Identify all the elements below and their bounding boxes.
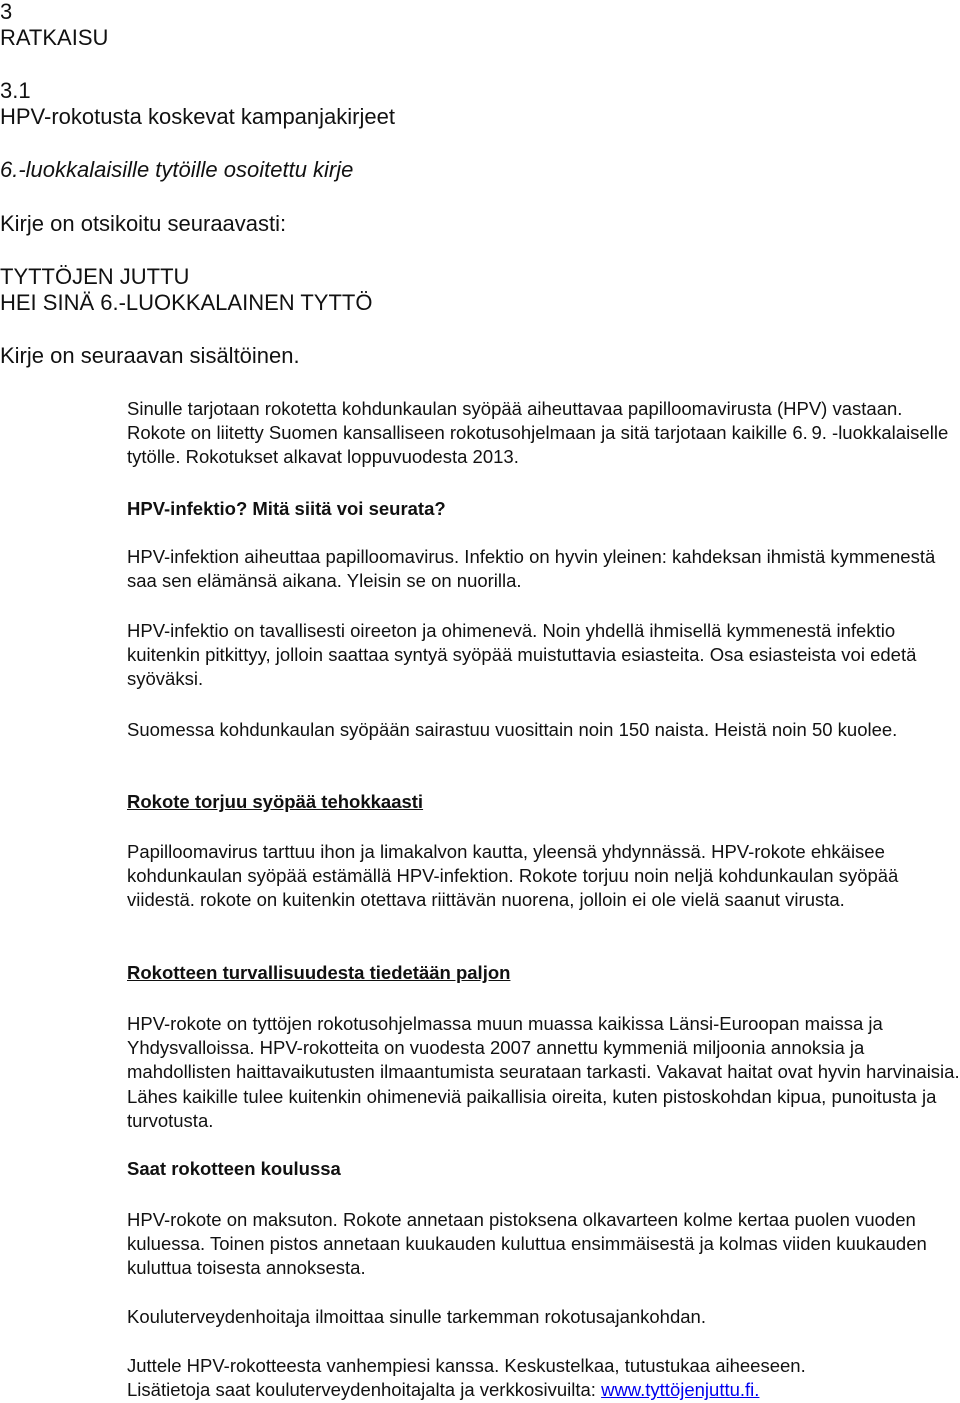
letter-title-intro: Kirje on otsikoitu seuraavasti: — [0, 211, 287, 236]
chapter-number: 3 — [0, 0, 13, 24]
course-paragraph: HPV-infektio on tavallisesti oireeton ja ohimenevä. Noin yhdellä ihmisellä kymmenestä infektio kuitenkin pitkittyy, jolloin saattaa syntyä syöpää muistuttavia esiasteita. Osa esiasteista voi edetä syöväksi. — [127, 620, 917, 690]
letter-title-line2: HEI SINÄ 6.-LUOKKALAINEN TYTTÖ — [0, 290, 373, 315]
info-text: Lisätietoja saat kouluterveydenhoitajalta ja verkkosivuilta: — [127, 1379, 602, 1401]
website-link[interactable]: www.tyttöjenjuttu.fi. — [601, 1379, 760, 1401]
talk-text: Juttele HPV-rokotteesta vanhempiesi kanssa. Keskustelkaa, tutustukaa aiheeseen. — [127, 1355, 806, 1376]
statistics-paragraph: Suomessa kohdunkaulan syöpään sairastuu vuosittain noin 150 naista. Heistä noin 50 kuolee. — [127, 719, 898, 740]
section-number: 3.1 — [0, 78, 31, 103]
cause-paragraph: HPV-infektion aiheuttaa papilloomavirus. Infektio on hyvin yleinen: kahdeksan ihmistä kymmenestä saa sen elämänsä aikana. Yleisin se on nuorilla. — [127, 546, 936, 592]
letter-content-intro: Kirje on seuraavan sisältöinen. — [0, 343, 300, 368]
section-title: HPV-rokotusta koskevat kampanjakirjeet — [0, 104, 395, 129]
heading-effective: Rokote torjuu syöpää tehokkaasti — [127, 791, 424, 812]
talk-paragraph — [127, 1354, 960, 1402]
effective-paragraph: Papilloomavirus tarttuu ihon ja limakalvon kautta, yleensä yhdynnässä. HPV-rokote ehkäisee kohdunkaulan syöpää estämällä HPV-infektion. Rokote torjuu noin neljä kohdunkaulan syöpää viidestä. rokote on kuitenkin otettava riittävän nuorena, jolloin ei ole vielä saanut virusta. — [127, 841, 899, 911]
heading-safety: Rokotteen turvallisuudesta tiedetään paljon — [127, 962, 511, 983]
letter-title-line1: TYTTÖJEN JUTTU — [0, 264, 190, 289]
safety-paragraph: HPV-rokote on tyttöjen rokotusohjelmassa muun muassa kaikissa Länsi-Euroopan maissa ja Yhdysvalloissa. HPV-rokotteita on vuodesta 2007 annettu kymmeniä miljoonia annoksia ja mahdollisten haittavaikutusten ilmaantumista seurataan tarkasti. Vakavat haitat ovat hyvin harvinaisia. Lähes kaikille tulee kuitenkin ohimeneviä paikallisia oireita, kuten pistoskohdan kipua, punoitusta ja turvotusta. — [127, 1013, 960, 1131]
intro-paragraph: Sinulle tarjotaan rokotetta kohdunkaulan syöpää aiheuttavaa papilloomavirusta (HPV) vastaan. Rokote on liitetty Suomen kansalliseen rokotusohjelmaan ja sitä tarjotaan kaikille 6. 9. -luokkalaiselle tytölle. Rokotukset alkavat loppuvuodesta 2013. — [127, 398, 949, 468]
heading-school: Saat rokotteen koulussa — [127, 1158, 341, 1179]
nurse-paragraph: Kouluterveydenhoitaja ilmoittaa sinulle tarkemman rokotusajankohdan. — [127, 1306, 706, 1327]
chapter-title: RATKAISU — [0, 25, 109, 50]
school-paragraph: HPV-rokote on maksuton. Rokote annetaan pistoksena olkavarteen kolme kertaa puolen vuoden kuluessa. Toinen pistos annetaan kuukauden kuluttua ensimmäisestä ja kolmas viiden kuukauden kuluttua toisesta annoksesta. — [127, 1209, 927, 1279]
heading-infection: HPV-infektio? Mitä siitä voi seurata? — [127, 498, 446, 519]
subsection-title: 6.-luokkalaisille tytöille osoitettu kirje — [0, 157, 354, 182]
